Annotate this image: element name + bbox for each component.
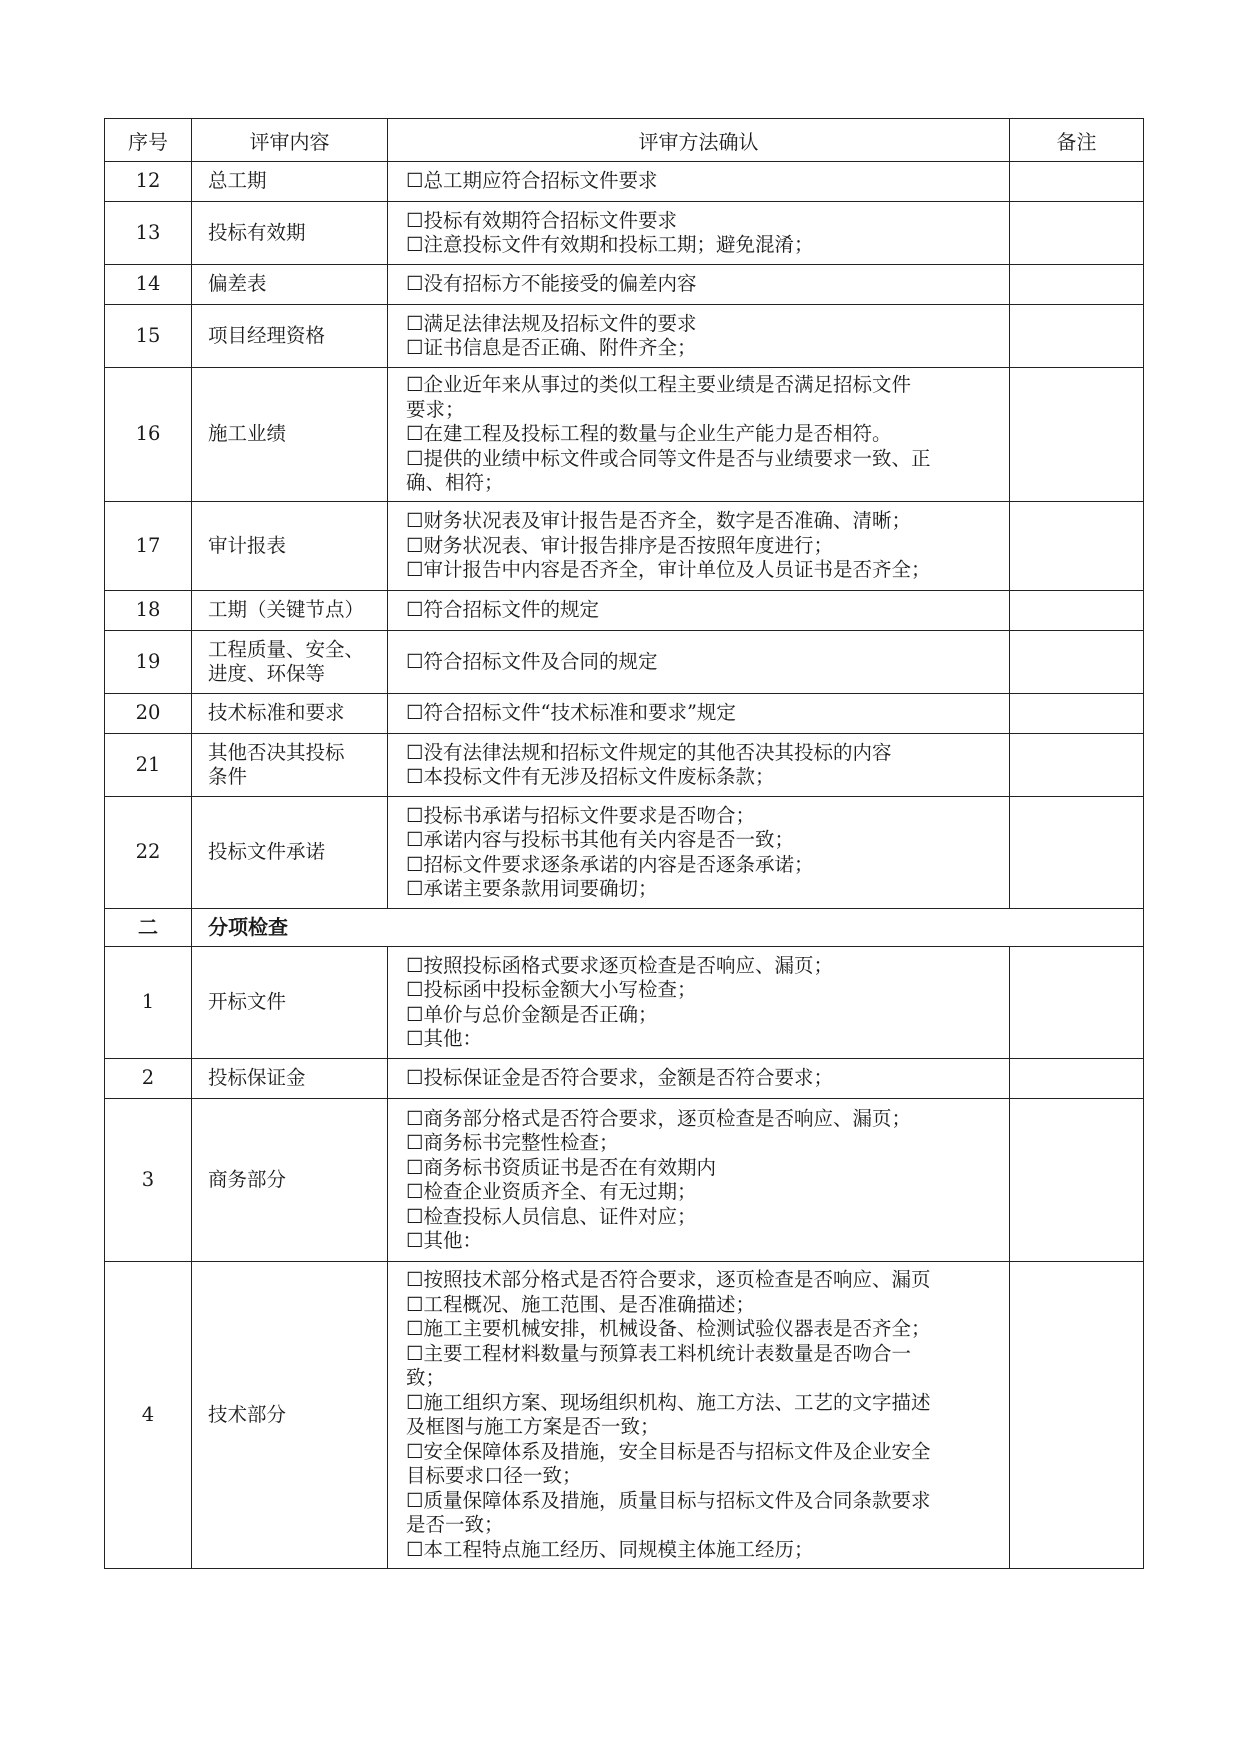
review-item-text: 进度、环保等	[208, 662, 326, 685]
checklist-line: ☐施工组织方案、现场组织机构、施工方法、工艺的文字描述	[406, 1390, 931, 1414]
review-item-text: 商务部分	[208, 1167, 287, 1191]
review-method-cell	[388, 1262, 1010, 1569]
review-item-text: 工程质量、安全、	[208, 637, 365, 661]
review-item-text: 项目经理资格	[208, 323, 326, 347]
review-method-cell	[388, 202, 1010, 265]
checklist-line: ☐没有法律法规和招标文件规定的其他否决其投标的内容	[406, 740, 892, 764]
checklist-line: ☐质量保障体系及措施，质量目标与招标文件及合同条款要求	[406, 1488, 931, 1512]
remarks-cell	[1010, 591, 1144, 631]
checklist-line: ☐施工主要机械安排，机械设备、检测试验仪器表是否齐全；	[406, 1317, 931, 1340]
table-row	[105, 1059, 1144, 1099]
row-number: 21	[105, 734, 192, 797]
table-body-part-two	[105, 947, 1144, 1569]
row-number: 13	[105, 202, 192, 265]
table-row	[105, 1262, 1144, 1569]
checklist-line: ☐在建工程及投标工程的数量与企业生产能力是否相符。	[406, 422, 892, 446]
table-row	[105, 502, 1144, 591]
checklist-line: ☐单价与总价金额是否正确；	[406, 1002, 658, 1026]
review-item-cell	[192, 1059, 388, 1099]
review-item-cell	[192, 797, 388, 909]
checklist-line: ☐证书信息是否正确、附件齐全；	[406, 336, 697, 359]
row-number: 15	[105, 305, 192, 368]
review-item-cell	[192, 1099, 388, 1262]
checklist-line: ☐总工期应符合招标文件要求	[406, 169, 658, 193]
table-row	[105, 797, 1144, 909]
checklist-line: ☐本工程特点施工经历、同规模主体施工经历；	[406, 1537, 814, 1561]
remarks-cell	[1010, 1262, 1144, 1569]
checklist-line: ☐承诺内容与投标书其他有关内容是否一致；	[406, 828, 794, 851]
review-item-cell	[192, 734, 388, 797]
checklist-line: 致；	[406, 1366, 446, 1389]
table-row	[105, 305, 1144, 368]
review-item-cell	[192, 591, 388, 631]
review-method-cell	[388, 1059, 1010, 1099]
checklist-line: ☐符合招标文件“技术标准和要求”规定	[406, 701, 736, 725]
review-item-cell	[192, 1262, 388, 1569]
checklist-line: 目标要求口径一致；	[406, 1464, 582, 1487]
checklist-line: ☐工程概况、施工范围、是否准确描述；	[406, 1292, 755, 1316]
review-item-cell	[192, 265, 388, 305]
checklist-line: ☐提供的业绩中标文件或合同等文件是否与业绩要求一致、正	[406, 446, 931, 470]
review-method-cell	[388, 694, 1010, 734]
checklist-line: ☐符合招标文件的规定	[406, 598, 599, 622]
row-number: 22	[105, 797, 192, 909]
review-method-cell	[388, 591, 1010, 631]
checklist-line: ☐检查企业资质齐全、有无过期；	[406, 1180, 697, 1203]
remarks-cell	[1010, 265, 1144, 305]
review-item-text: 投标文件承诺	[208, 840, 326, 864]
section-row	[105, 909, 1144, 947]
remarks-cell	[1010, 947, 1144, 1059]
review-method-cell	[388, 368, 1010, 502]
review-item-text: 投标有效期	[208, 220, 306, 244]
checklist-line: ☐商务标书完整性检查；	[406, 1131, 619, 1154]
checklist-line: 要求；	[406, 397, 465, 421]
review-item-cell	[192, 202, 388, 265]
checklist-line: ☐按照技术部分格式是否符合要求，逐页检查是否响应、漏页	[406, 1268, 931, 1291]
remarks-cell	[1010, 162, 1144, 202]
review-item-text: 条件	[208, 765, 248, 788]
table-row	[105, 947, 1144, 1059]
review-method-cell	[388, 265, 1010, 305]
review-method-cell	[388, 734, 1010, 797]
remarks-cell	[1010, 368, 1144, 502]
checklist-line: ☐满足法律法规及招标文件的要求	[406, 311, 697, 335]
table-row	[105, 734, 1144, 797]
remarks-cell	[1010, 631, 1144, 694]
review-item-text: 偏差表	[208, 272, 267, 296]
remarks-cell	[1010, 797, 1144, 909]
header-method: 评审方法确认	[388, 119, 1010, 162]
review-item-cell	[192, 305, 388, 368]
review-item-text: 审计报表	[208, 533, 287, 557]
review-method-cell	[388, 502, 1010, 591]
review-table	[104, 118, 1144, 1569]
checklist-line: ☐企业近年来从事过的类似工程主要业绩是否满足招标文件	[406, 373, 911, 397]
table-row	[105, 1099, 1144, 1262]
review-item-text: 技术部分	[208, 1402, 287, 1426]
review-method-cell	[388, 1099, 1010, 1262]
review-item-cell	[192, 631, 388, 694]
checklist-line: 确、相符；	[406, 471, 504, 495]
row-number: 18	[105, 591, 192, 631]
review-method-cell	[388, 305, 1010, 368]
remarks-cell	[1010, 502, 1144, 591]
review-item-text: 总工期	[208, 169, 267, 193]
remarks-cell	[1010, 305, 1144, 368]
table-body-part-one	[105, 162, 1144, 909]
checklist-line: ☐招标文件要求逐条承诺的内容是否逐条承诺；	[406, 852, 814, 876]
row-number: 1	[105, 947, 192, 1059]
checklist-line: ☐其他：	[406, 1229, 482, 1252]
remarks-cell	[1010, 734, 1144, 797]
section-number: 二	[105, 909, 192, 947]
section-group	[105, 909, 1144, 947]
table-row	[105, 631, 1144, 694]
review-item-text: 工期（关键节点）	[208, 598, 365, 622]
review-method-cell	[388, 797, 1010, 909]
checklist-line: ☐符合招标文件及合同的规定	[406, 649, 658, 673]
row-number: 17	[105, 502, 192, 591]
checklist-line: ☐承诺主要条款用词要确切；	[406, 877, 658, 900]
header-item: 评审内容	[192, 119, 388, 162]
checklist-line: ☐投标函中投标金额大小写检查；	[406, 978, 697, 1001]
checklist-line: 及框图与施工方案是否一致；	[406, 1415, 660, 1438]
checklist-line: ☐财务状况表及审计报告是否齐全，数字是否准确、清晰；	[406, 509, 911, 533]
review-item-cell	[192, 368, 388, 502]
review-method-cell	[388, 947, 1010, 1059]
checklist-line: ☐按照投标函格式要求逐页检查是否响应、漏页；	[406, 953, 833, 977]
review-item-text: 开标文件	[208, 990, 287, 1014]
row-number: 19	[105, 631, 192, 694]
table-row	[105, 591, 1144, 631]
checklist-line: ☐主要工程材料数量与预算表工料机统计表数量是否吻合一	[406, 1341, 911, 1365]
remarks-cell	[1010, 694, 1144, 734]
header-seq: 序号	[105, 119, 192, 162]
checklist-line: ☐其他：	[406, 1027, 482, 1050]
checklist-line: ☐投标有效期符合招标文件要求	[406, 208, 677, 232]
checklist-line: ☐安全保障体系及措施，安全目标是否与招标文件及企业安全	[406, 1439, 931, 1463]
row-number: 12	[105, 162, 192, 202]
row-number: 20	[105, 694, 192, 734]
review-item-text: 其他否决其投标	[208, 740, 345, 764]
remarks-cell	[1010, 1099, 1144, 1262]
row-number: 2	[105, 1059, 192, 1099]
review-item-cell	[192, 162, 388, 202]
review-item-cell	[192, 694, 388, 734]
table-header-row	[105, 119, 1144, 162]
row-number: 3	[105, 1099, 192, 1262]
row-number: 4	[105, 1262, 192, 1569]
checklist-line: ☐本投标文件有无涉及招标文件废标条款；	[406, 765, 775, 788]
checklist-line: ☐投标书承诺与招标文件要求是否吻合；	[406, 803, 755, 827]
header-note: 备注	[1010, 119, 1144, 162]
review-item-text: 施工业绩	[208, 422, 287, 446]
checklist-line: ☐检查投标人员信息、证件对应；	[406, 1204, 697, 1228]
remarks-cell	[1010, 1059, 1144, 1099]
review-item-cell	[192, 947, 388, 1059]
row-number: 14	[105, 265, 192, 305]
checklist-line: ☐财务状况表、审计报告排序是否按照年度进行；	[406, 533, 833, 557]
remarks-cell	[1010, 202, 1144, 265]
table-row	[105, 265, 1144, 305]
checklist-line: ☐商务部分格式是否符合要求，逐页检查是否响应、漏页；	[406, 1106, 911, 1130]
section-title: 分项检查	[192, 909, 1144, 947]
checklist-line: ☐注意投标文件有效期和投标工期；避免混淆；	[406, 233, 814, 256]
table-row	[105, 694, 1144, 734]
checklist-line: 是否一致；	[406, 1513, 504, 1536]
review-item-text: 投标保证金	[208, 1066, 306, 1090]
checklist-line: ☐投标保证金是否符合要求，金额是否符合要求；	[406, 1066, 833, 1090]
checklist-line: ☐商务标书资质证书是否在有效期内	[406, 1155, 716, 1179]
table-row	[105, 162, 1144, 202]
table-row	[105, 202, 1144, 265]
checklist-line: ☐审计报告中内容是否齐全，审计单位及人员证书是否齐全；	[406, 558, 931, 582]
review-method-cell	[388, 162, 1010, 202]
review-method-cell	[388, 631, 1010, 694]
checklist-line: ☐没有招标方不能接受的偏差内容	[406, 272, 697, 296]
review-item-cell	[192, 502, 388, 591]
row-number: 16	[105, 368, 192, 502]
table-row	[105, 368, 1144, 502]
review-item-text: 技术标准和要求	[208, 701, 345, 725]
